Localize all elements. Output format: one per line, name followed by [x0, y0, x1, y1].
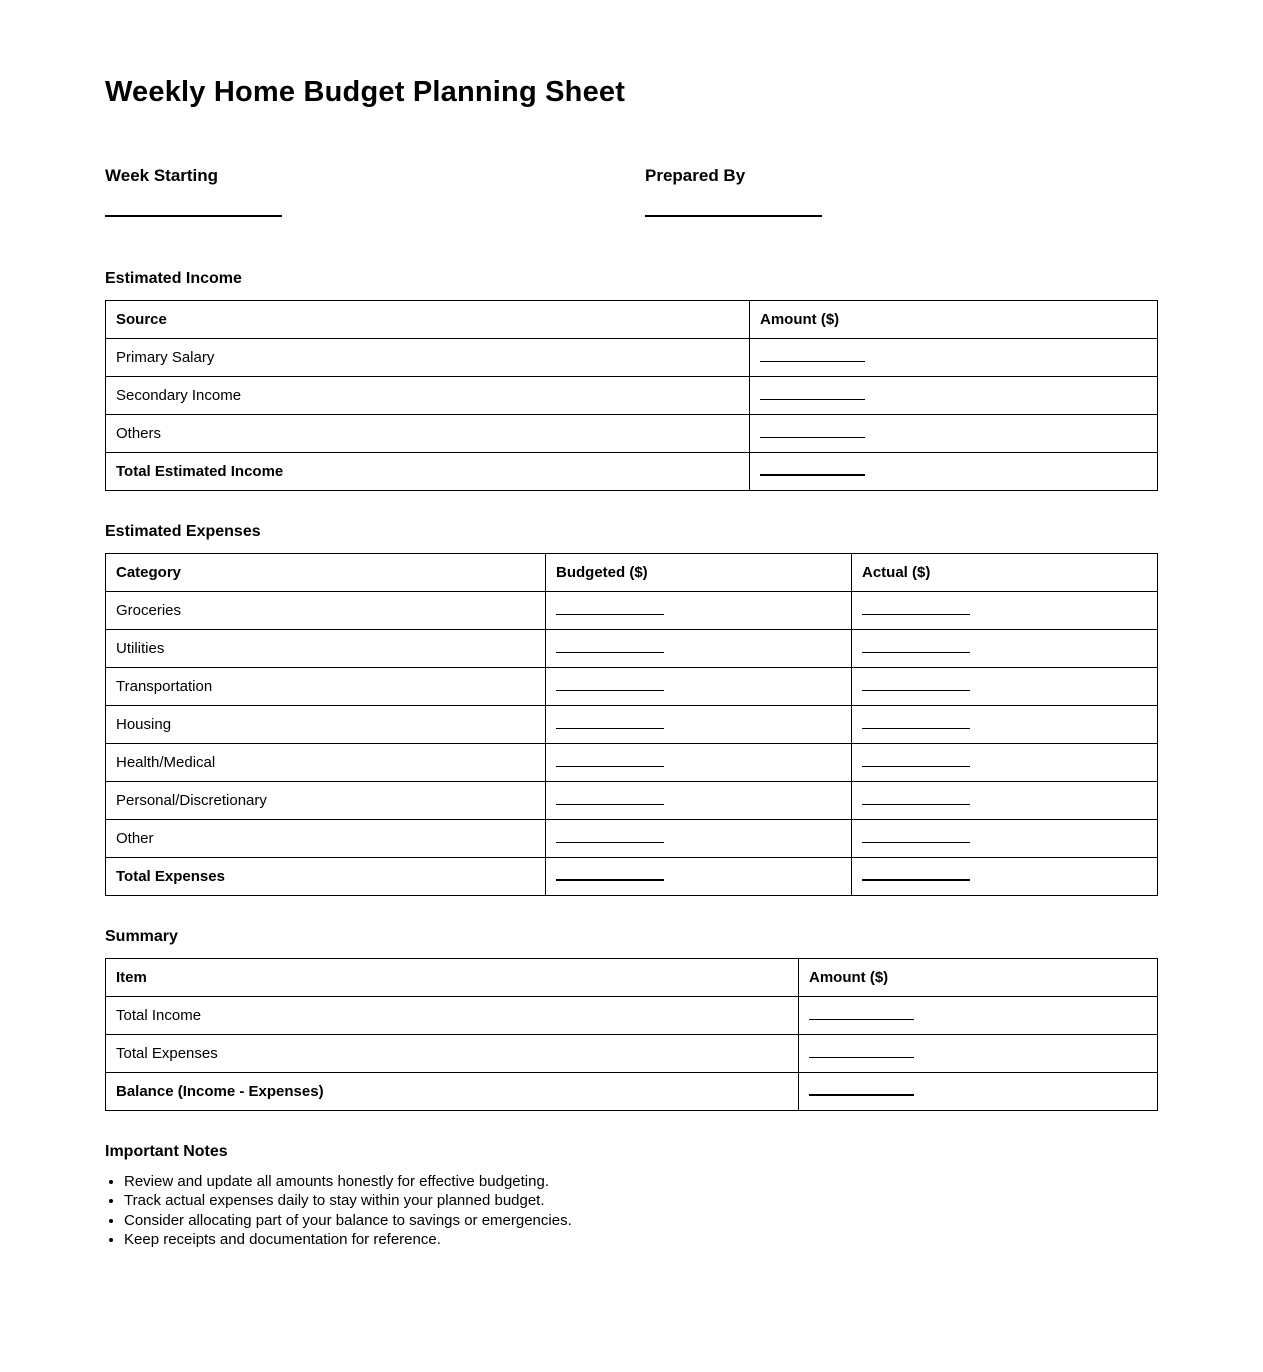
table-row	[106, 338, 1158, 376]
blank-amount-line	[760, 387, 865, 400]
column-header-actual: Actual ($)	[852, 553, 1158, 591]
expenses-section-heading: Estimated Expenses	[105, 522, 261, 540]
row-label: Housing	[106, 705, 546, 743]
table-row	[106, 414, 1158, 452]
table-row-total	[106, 1072, 1158, 1110]
column-header-source: Source	[106, 300, 750, 338]
table-row-total	[106, 857, 1158, 895]
blank-budgeted-line	[556, 830, 664, 843]
table-row	[106, 1034, 1158, 1072]
column-header-category: Category	[106, 553, 546, 591]
blank-budgeted-line	[556, 678, 664, 691]
blank-budgeted-line	[556, 640, 664, 653]
blank-actual-line	[862, 640, 970, 653]
row-label: Secondary Income	[106, 376, 750, 414]
income-table	[105, 300, 1158, 491]
row-label: Total Expenses	[106, 1034, 799, 1072]
note-item: • Track actual expenses daily to stay within your planned budget.	[124, 1191, 1157, 1211]
page-title: Weekly Home Budget Planning Sheet	[105, 76, 626, 108]
row-label: Balance (Income - Expenses)	[106, 1072, 799, 1110]
notes-list	[105, 1172, 1157, 1250]
blank-amount-line	[760, 349, 865, 362]
income-header-row	[106, 300, 1158, 338]
row-label: Transportation	[106, 667, 546, 705]
blank-actual-line	[862, 792, 970, 805]
column-header-item: Item	[106, 958, 799, 996]
row-label: Personal/Discretionary	[106, 781, 546, 819]
blank-budgeted-line	[556, 868, 664, 881]
table-row	[106, 629, 1158, 667]
week-starting-blank-line	[105, 215, 282, 217]
blank-amount-line	[809, 1045, 914, 1058]
summary-table	[105, 958, 1158, 1111]
row-label: Groceries	[106, 591, 546, 629]
notes-section-heading: Important Notes	[105, 1142, 228, 1160]
table-row	[106, 996, 1158, 1034]
note-item: • Consider allocating part of your balance to savings or emergencies.	[124, 1211, 1157, 1231]
table-row	[106, 591, 1158, 629]
prepared-by-blank-line	[645, 215, 822, 217]
blank-amount-line	[809, 1083, 914, 1096]
note-item: • Keep receipts and documentation for reference.	[124, 1230, 1157, 1250]
expenses-header-row	[106, 553, 1158, 591]
blank-actual-line	[862, 868, 970, 881]
column-header-amount: Amount ($)	[799, 958, 1158, 996]
row-label: Others	[106, 414, 750, 452]
row-label: Health/Medical	[106, 743, 546, 781]
prepared-by-label: Prepared By	[645, 165, 746, 185]
table-row	[106, 819, 1158, 857]
column-header-budgeted: Budgeted ($)	[546, 553, 852, 591]
notes-clip-region	[105, 1172, 1157, 1249]
table-row	[106, 705, 1158, 743]
summary-header-row	[106, 958, 1158, 996]
row-label: Other	[106, 819, 546, 857]
blank-amount-line	[760, 463, 865, 476]
table-row	[106, 781, 1158, 819]
table-row-total	[106, 452, 1158, 490]
blank-actual-line	[862, 830, 970, 843]
row-label: Primary Salary	[106, 338, 750, 376]
blank-actual-line	[862, 716, 970, 729]
blank-actual-line	[862, 678, 970, 691]
row-label: Total Estimated Income	[106, 452, 750, 490]
blank-actual-line	[862, 602, 970, 615]
income-section-heading: Estimated Income	[105, 269, 242, 287]
table-row	[106, 376, 1158, 414]
blank-amount-line	[760, 425, 865, 438]
blank-actual-line	[862, 754, 970, 767]
blank-budgeted-line	[556, 754, 664, 767]
table-row	[106, 667, 1158, 705]
blank-amount-line	[809, 1007, 914, 1020]
blank-budgeted-line	[556, 716, 664, 729]
blank-budgeted-line	[556, 602, 664, 615]
blank-budgeted-line	[556, 792, 664, 805]
row-label: Total Expenses	[106, 857, 546, 895]
row-label: Total Income	[106, 996, 799, 1034]
expenses-table	[105, 553, 1158, 896]
prepared-by-field	[645, 167, 822, 217]
row-label: Utilities	[106, 629, 546, 667]
table-row	[106, 743, 1158, 781]
week-starting-label: Week Starting	[105, 165, 219, 185]
summary-section-heading: Summary	[105, 927, 178, 945]
note-item: • Review and update all amounts honestly for effective budgeting.	[124, 1172, 1157, 1192]
header-fields	[105, 167, 1157, 219]
week-starting-field	[105, 167, 282, 217]
column-header-amount: Amount ($)	[750, 300, 1158, 338]
